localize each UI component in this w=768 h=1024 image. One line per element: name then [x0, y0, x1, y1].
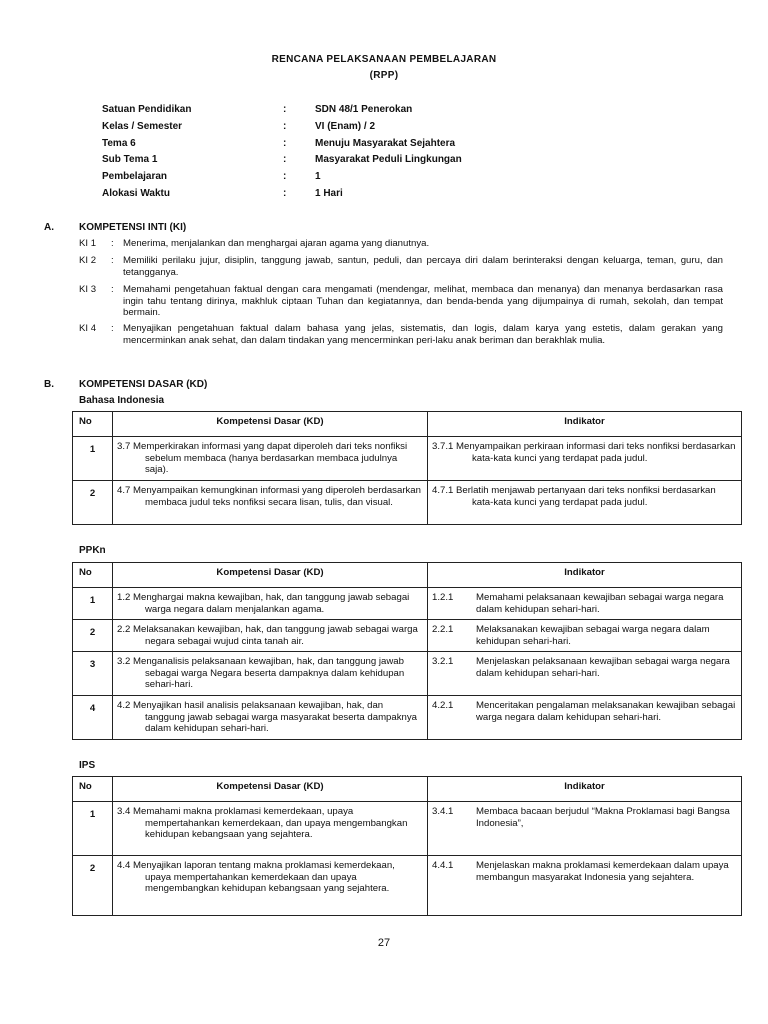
subject-ips: IPS	[79, 760, 96, 771]
indikator-cell	[428, 481, 742, 525]
indikator-cell	[428, 652, 742, 696]
meta-colon: :	[283, 171, 287, 182]
meta-value: 1 Hari	[315, 188, 343, 199]
ki-item	[79, 284, 723, 320]
indikator-code: 4.2.1	[432, 700, 454, 711]
meta-colon: :	[283, 104, 287, 115]
document-title: RENCANA PELAKSANAAN PEMBELAJARAN	[271, 54, 497, 65]
kd-text: 3.2 Menganalisis pelaksanaan kewajiban, hak, dan tanggung jawab sebagai warga Negara beserta dampaknya dalam kehidupan sehari-hari.	[117, 656, 405, 690]
kd-text: 3.4 Memahami makna proklamasi kemerdekaan, upaya mempertahankan kemerdekaan, dan upaya mengembangkan kehidupan kebangsaan yang sejahtera.	[117, 806, 408, 840]
ki-item	[79, 238, 723, 250]
page-number: 27	[377, 937, 391, 949]
meta-key: Kelas / Semester	[102, 121, 183, 132]
meta-value: Menuju Masyarakat Sejahtera	[315, 138, 456, 149]
indikator-text: Menceritakan pengalaman melaksanakan kewajiban sebagai warga negara dalam kehidupan sehari-hari.	[476, 700, 736, 723]
meta-key: Tema 6	[102, 138, 136, 149]
ki-item	[79, 323, 723, 359]
kd-table-ips	[72, 776, 742, 916]
meta-value: 1	[315, 171, 321, 182]
col-indikator-header: Indikator	[428, 777, 742, 802]
meta-key: Pembelajaran	[102, 171, 168, 182]
indikator-text: Memahami pelaksanaan kewajiban sebagai warga negara dalam kehidupan sehari-hari.	[476, 592, 724, 615]
col-kd-header: Kompetensi Dasar (KD)	[113, 777, 428, 802]
indikator-cell	[428, 696, 742, 740]
table-row	[73, 437, 742, 481]
table-row	[73, 620, 742, 652]
indikator-cell	[428, 588, 742, 620]
ki-colon: :	[111, 255, 114, 266]
table-header-row	[73, 777, 742, 802]
col-kd-header: Kompetensi Dasar (KD)	[113, 563, 428, 588]
kd-cell	[113, 652, 428, 696]
kd-text: 4.7 Menyampaikan kemungkinan informasi yang diperoleh berdasarkan membaca judul teks nonfiksi secara lisan, tulis, dan visual.	[117, 485, 421, 508]
meta-colon: :	[283, 154, 287, 165]
ki-text: Memiliki perilaku jujur, disiplin, tanggung jawab, santun, peduli, dan percaya diri dalam berinteraksi dengan keluarga, teman, guru, dan tetangganya.	[123, 255, 723, 278]
ki-text: Menerima, menjalankan dan menghargai ajaran agama yang dianutnya.	[123, 238, 430, 249]
kd-cell	[113, 696, 428, 740]
indikator-text: Menjelaskan pelaksanaan kewajiban sebagai warga negara dalam kehidupan sehari-hari.	[476, 656, 730, 679]
ki-colon: :	[111, 323, 114, 334]
row-number: 1	[73, 802, 113, 856]
row-number: 2	[73, 856, 113, 916]
indikator-text: Membaca bacaan berjudul “Makna Proklamasi bagi Bangsa Indonesia”,	[476, 806, 730, 829]
row-number: 1	[73, 437, 113, 481]
indikator-text: 3.7.1 Menyampaikan perkiraan informasi dari teks nonfiksi berdasarkan kata-kata kunci yang terdapat pada judul.	[432, 441, 736, 464]
document-subtitle: (RPP)	[369, 70, 399, 81]
row-number: 1	[73, 588, 113, 620]
col-no-header: No	[73, 412, 113, 437]
kd-text: 4.2 Menyajikan hasil analisis pelaksanaan kewajiban, hak, dan tanggung jawab sebagai warga masyarakat beserta dampaknya dalam kehidupan sehari-hari.	[117, 700, 417, 734]
indikator-text: Menjelaskan makna proklamasi kemerdekaan dalam upaya membangun masyarakat Indonesia yang sejahtera.	[476, 860, 729, 883]
kd-text: 1.2 Menghargai makna kewajiban, hak, dan tanggung jawab sebagai warga negara dalam menjalankan agama.	[117, 592, 410, 615]
kd-cell	[113, 481, 428, 525]
ki-text: Memahami pengetahuan faktual dengan cara mengamati (mendengar, melihat, membaca dan menanya) dan menanya berdasarkan rasa ingin tahu tentang dirinya, makhluk ciptaan Tuhan dan kegiatannya, dan benda-benda yang dijumpainya di rumah, sekolah, dan tempat bermain.	[123, 284, 723, 318]
meta-colon: :	[283, 188, 287, 199]
table-row	[73, 856, 742, 916]
meta-value: SDN 48/1 Penerokan	[315, 104, 413, 115]
col-indikator-header: Indikator	[428, 563, 742, 588]
meta-colon: :	[283, 121, 287, 132]
ki-code: KI 3	[79, 284, 97, 295]
indikator-code: 4.4.1	[432, 860, 454, 871]
meta-key: Sub Tema 1	[102, 154, 158, 165]
table-row	[73, 652, 742, 696]
table-row	[73, 588, 742, 620]
indikator-cell	[428, 620, 742, 652]
indikator-code: 3.2.1	[432, 656, 454, 667]
row-number: 4	[73, 696, 113, 740]
indikator-code: 2.2.1	[432, 624, 454, 635]
kd-cell	[113, 620, 428, 652]
subject-bahasa-indonesia: Bahasa Indonesia	[79, 395, 165, 406]
table-row	[73, 696, 742, 740]
table-row	[73, 802, 742, 856]
indikator-text: 4.7.1 Berlatih menjawab pertanyaan dari teks nonfiksi berdasarkan kata-kata kunci yang terdapat pada judul.	[432, 485, 716, 508]
col-indikator-header: Indikator	[428, 412, 742, 437]
section-a-title: KOMPETENSI INTI (KI)	[79, 222, 187, 233]
row-number: 2	[73, 620, 113, 652]
kd-cell	[113, 856, 428, 916]
section-b-title: KOMPETENSI DASAR (KD)	[79, 379, 208, 390]
col-no-header: No	[73, 777, 113, 802]
kd-table-ppkn	[72, 562, 742, 740]
table-header-row	[73, 563, 742, 588]
ki-item	[79, 255, 723, 279]
meta-value: VI (Enam) / 2	[315, 121, 376, 132]
kd-table-bahasa	[72, 411, 742, 525]
ki-code: KI 2	[79, 255, 97, 266]
section-b-letter: B.	[44, 379, 54, 390]
ki-text: Menyajikan pengetahuan faktual dalam bahasa yang jelas, sistematis, dan logis, dalam karya yang estetis, dalam gerakan yang mencerminkan anak sehat, dan dalam tindakan yang mencerminkan peri-laku anak beriman dan berakhlak mulia.	[123, 323, 723, 346]
ki-code: KI 1	[79, 238, 97, 249]
ki-code: KI 4	[79, 323, 97, 334]
ki-colon: :	[111, 238, 114, 249]
table-header-row	[73, 412, 742, 437]
table-row	[73, 481, 742, 525]
meta-colon: :	[283, 138, 287, 149]
indikator-cell	[428, 802, 742, 856]
indikator-cell	[428, 437, 742, 481]
meta-value: Masyarakat Peduli Lingkungan	[315, 154, 462, 165]
indikator-code: 1.2.1	[432, 592, 454, 603]
kd-cell	[113, 588, 428, 620]
ki-colon: :	[111, 284, 114, 295]
indikator-text: Melaksanakan kewajiban sebagai warga negara dalam kehidupan sehari-hari.	[476, 624, 710, 647]
indikator-cell	[428, 856, 742, 916]
meta-key: Alokasi Waktu	[102, 188, 170, 199]
col-kd-header: Kompetensi Dasar (KD)	[113, 412, 428, 437]
row-number: 3	[73, 652, 113, 696]
section-a-letter: A.	[44, 222, 54, 233]
kd-text: 4.4 Menyajikan laporan tentang makna proklamasi kemerdekaan, upaya mempertahankan kemerdekaan dan upaya mengembangkan kehidupan kebangsaan yang sejahtera.	[117, 860, 395, 894]
indikator-code: 3.4.1	[432, 806, 454, 817]
col-no-header: No	[73, 563, 113, 588]
subject-ppkn: PPKn	[79, 545, 106, 556]
kd-text: 3.7 Memperkirakan informasi yang dapat diperoleh dari teks nonfiksi sebelum membaca (hanya berdasarkan membaca judulnya saja).	[117, 441, 408, 475]
meta-key: Satuan Pendidikan	[102, 104, 192, 115]
kd-cell	[113, 437, 428, 481]
kd-cell	[113, 802, 428, 856]
row-number: 2	[73, 481, 113, 525]
kd-text: 2.2 Melaksanakan kewajiban, hak, dan tanggung jawab sebagai warga negara sebagai wujud cinta tanah air.	[117, 624, 418, 647]
